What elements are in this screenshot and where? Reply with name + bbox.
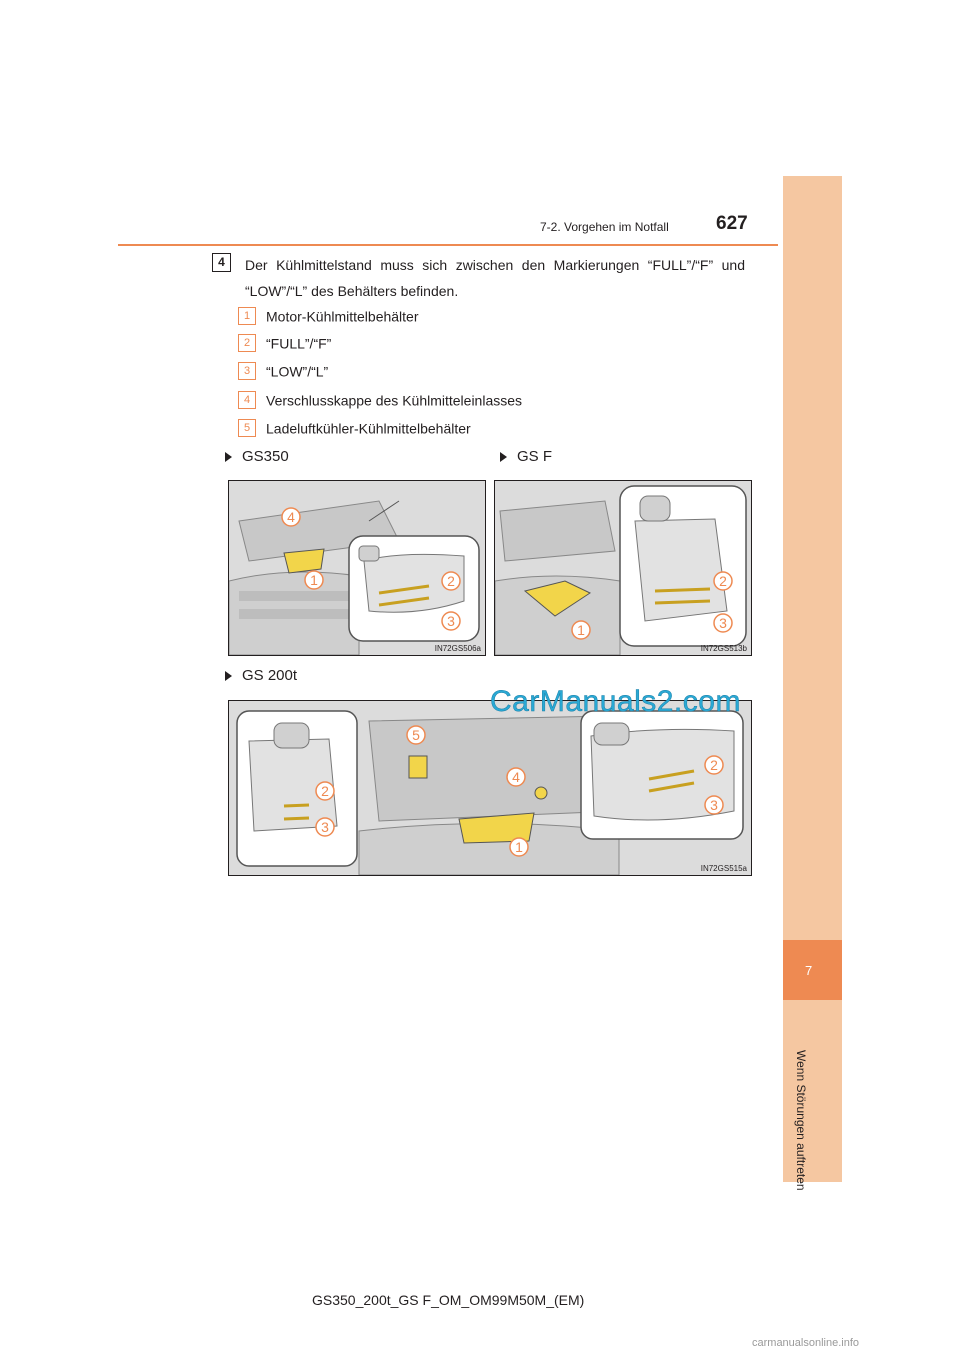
legend-number: 2 [238, 334, 256, 352]
engine-illustration-gs350 [229, 481, 485, 655]
callout-number: 1 [577, 622, 585, 638]
chapter-number-box [783, 940, 842, 1000]
legend-item [238, 417, 471, 437]
triangle-bullet-icon [500, 452, 507, 462]
variant-heading-gsf [500, 448, 552, 465]
callout-number: 4 [287, 509, 295, 525]
callout-number: 1 [310, 572, 318, 588]
figure-code: IN72GS513b [700, 644, 747, 653]
watermark: CarManuals2.com [490, 685, 741, 718]
legend-number: 5 [238, 419, 256, 437]
callout-number: 5 [412, 727, 420, 743]
variant-heading-gs350 [225, 448, 289, 465]
figure-code: IN72GS506a [434, 644, 481, 653]
callout-number: 4 [512, 769, 520, 785]
step-number-badge: 4 [212, 253, 231, 272]
step-text: Der Kühlmittelstand muss sich zwischen den Markierungen “FULL”/“F” und “LOW”/“L” des Behälters befinden. [245, 257, 745, 299]
legend-item [238, 305, 419, 325]
callout-number: 2 [710, 757, 718, 773]
legend-label: Ladeluftkühler-Kühlmittelbehälter [266, 420, 471, 437]
legend-item [238, 389, 522, 409]
footer-document-code: GS350_200t_GS F_OM_OM99M50M_(EM) [312, 1292, 585, 1308]
callout-number: 2 [447, 573, 455, 589]
variant-label: GS350 [242, 448, 289, 465]
header-section-title: 7-2. Vorgehen im Notfall [540, 220, 669, 234]
legend-item [238, 360, 328, 380]
chapter-label: Wenn Störungen auftreten [794, 1050, 808, 1191]
callout-number: 3 [719, 615, 727, 631]
callout-number: 3 [710, 797, 718, 813]
legend-number: 1 [238, 307, 256, 325]
footer-site-link[interactable]: carmanualsonline.info [752, 1337, 860, 1349]
variant-heading-gs200t [225, 667, 297, 684]
callout-number: 3 [447, 613, 455, 629]
header-divider [118, 244, 778, 246]
legend-label: Motor-Kühlmittelbehälter [266, 308, 419, 325]
callout-number: 2 [321, 783, 329, 799]
callout-number: 1 [515, 839, 523, 855]
chapter-number: 7 [805, 963, 813, 978]
triangle-bullet-icon [225, 452, 232, 462]
legend-item [238, 332, 331, 352]
callout-number: 3 [321, 819, 329, 835]
legend-label: Verschlusskappe des Kühlmitteleinlasses [266, 392, 523, 409]
engine-illustration-gsf [495, 481, 751, 655]
variant-label: GS F [517, 448, 553, 465]
legend-number: 3 [238, 362, 256, 380]
legend-number: 4 [238, 391, 256, 409]
side-chapter-tab [783, 176, 842, 1182]
variant-label: GS 200t [242, 667, 298, 684]
callout-number: 2 [719, 573, 727, 589]
page-number: 627 [716, 213, 748, 234]
figure-gsf [494, 480, 752, 656]
legend-label: “FULL”/“F” [266, 335, 332, 352]
figure-gs200t [228, 700, 752, 876]
figure-code: IN72GS515a [700, 864, 747, 873]
engine-illustration-gs200t [229, 701, 751, 875]
triangle-bullet-icon [225, 671, 232, 681]
legend-label: “LOW”/“L” [266, 363, 329, 380]
figure-gs350 [228, 480, 486, 656]
